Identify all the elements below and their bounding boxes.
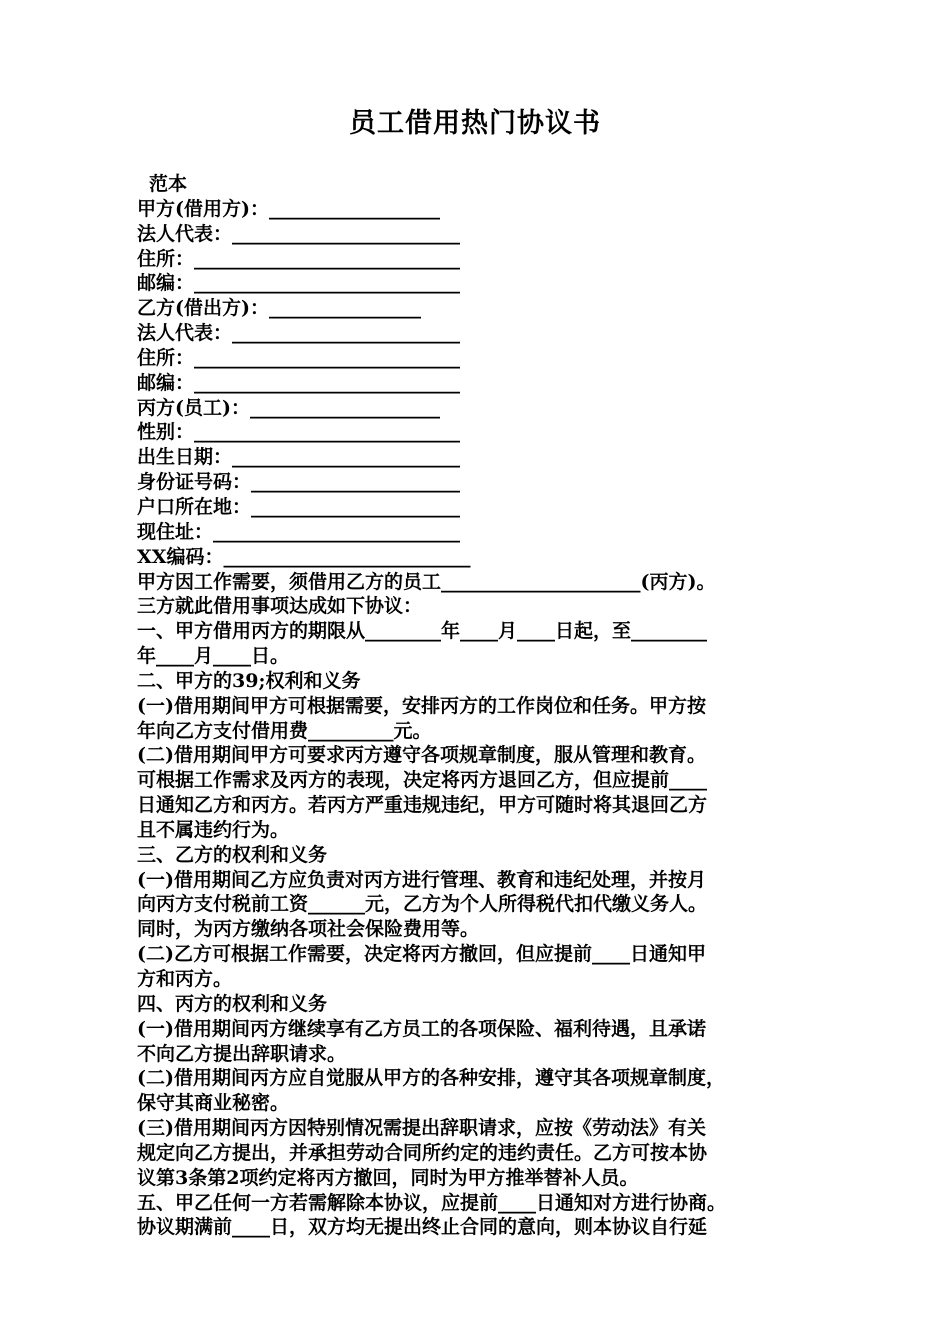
document-line: 日通知乙方和丙方。若丙方严重违规违纪，甲方可随时将其退回乙方 [137,794,708,817]
document-line: 向丙方支付税前工资______元，乙方为个人所得税代扣代缴义务人。 [137,893,708,916]
document-line: 四、丙方的权利和义务 [137,992,328,1015]
document-line: (三)借用期间丙方因特别情况需提出辞职请求，应按《劳动法》有关 [137,1117,706,1140]
document-line: 甲方(借用方)：__________________ [137,197,440,220]
document-line: 且不属违约行为。 [137,818,290,841]
document-line: (一)借用期间乙方应负责对丙方进行管理、教育和违纪处理，并按月 [137,868,706,891]
document-line: 年向乙方支付借用费_________元。 [137,719,432,742]
document-line: 协议期满前____日，双方均无提出终止合同的意向，则本协议自行延 [137,1216,708,1239]
document-line: 三、乙方的权利和义务 [137,843,328,866]
document-line: 出生日期：________________________ [137,446,461,469]
document-line: 保守其商业秘密。 [137,1092,290,1115]
document-line: (二)乙方可根据工作需要，决定将丙方撤回，但应提前____日通知甲 [137,943,706,966]
document-line: 邮编：____________________________ [137,272,461,295]
document-line: 现住址：__________________________ [137,520,461,543]
document-line: 三方就此借用事项达成如下协议： [137,595,423,618]
document-line: 二、甲方的39;权利和义务 [137,669,361,692]
document-line: 规定向乙方提出，并承担劳动合同所约定的违约责任。乙方可按本协 [137,1141,708,1164]
document-line: 户口所在地：______________________ [137,495,461,518]
document-line: 住所：____________________________ [137,346,461,369]
document-line: (二)借用期间甲方可要求丙方遵守各项规章制度，服从管理和教育。 [137,744,706,767]
document-line: 范本 [149,173,188,195]
document-body [137,172,837,1240]
document-line: 法人代表：________________________ [137,322,461,345]
document-line: 五、甲乙任何一方若需解除本协议，应提前____日通知对方进行协商。 [137,1191,727,1214]
document-line: 甲方因工作需要，须借用乙方的员工_____________________(丙方)。 [137,570,716,593]
document-line: 住所：____________________________ [137,247,461,270]
document-line: 身份证号码：______________________ [137,471,461,494]
document-line: 性别：____________________________ [137,421,461,444]
document-line: 乙方(借出方)：________________ [137,297,421,320]
document-line: 可根据工作需求及丙方的表现，决定将丙方退回乙方，但应提前____ [137,769,708,792]
document-line: 一、甲方借用丙方的期限从________年____月____日起，至________ [137,620,708,643]
document-line: (二)借用期间丙方应自觉服从甲方的各种安排，遵守其各项规章制度， [137,1067,725,1090]
document-line: 不向乙方提出辞职请求。 [137,1042,347,1065]
document-title: 员工借用热门协议书 [349,108,601,139]
document-line: 丙方(员工)：____________________ [137,396,440,419]
document-line: 法人代表：________________________ [137,222,461,245]
document-line: 议第3条第2项约定将丙方撤回，同时为甲方推举替补人员。 [137,1166,639,1189]
document-line: XX编码：__________________________ [137,545,471,568]
document-line: 方和丙方。 [137,968,233,990]
document-line: 邮编：____________________________ [137,371,461,394]
document-line: 年____月____日。 [137,645,290,668]
document-line: (一)借用期间甲方可根据需要，安排丙方的工作岗位和任务。甲方按 [137,694,706,717]
document-line: 同时，为丙方缴纳各项社会保险费用等。 [137,918,480,941]
document-line: (一)借用期间丙方继续享有乙方员工的各项保险、福利待遇，且承诺 [137,1017,706,1040]
